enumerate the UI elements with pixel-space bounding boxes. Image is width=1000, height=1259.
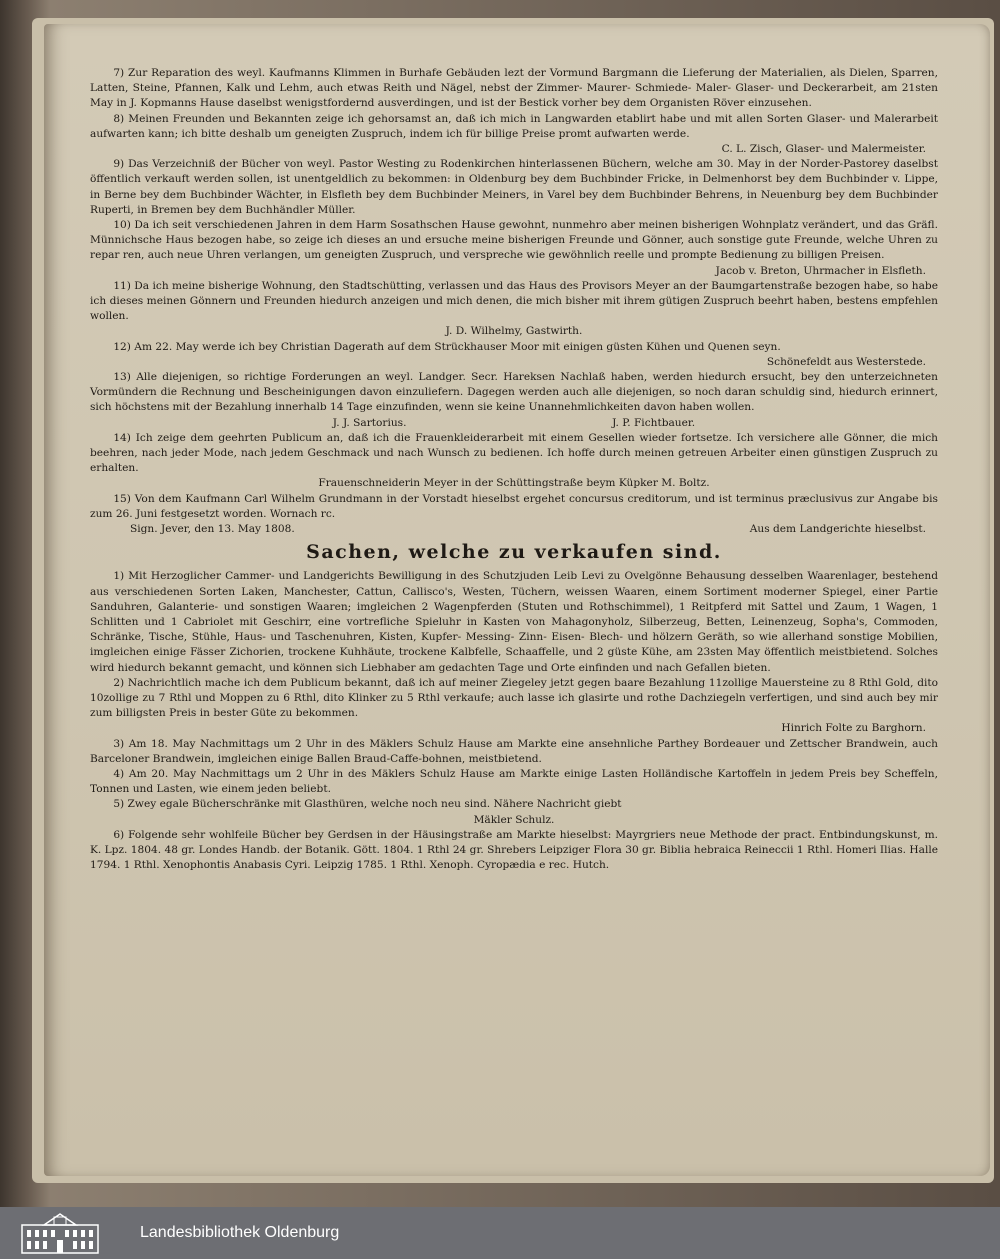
- notice-13: 13) Alle diejenigen, so richtige Forderungen an weyl. Landger. Secr. Hareksen Nachlaß haben, werden hiedurch ersucht, bey den unterzeichneten Vormündern die Rechnung und Bescheinigungen davon einzuliefern. Dagegen werden auch alle diejenigen, so noch daran schuldig sind, hiedurch erinnert, sich höchstens mit der Bezahlung innerhalb 14 Tage einzufinden, wenn sie keine Unannehmlichkeiten davon haben wollen.: [90, 371, 938, 414]
- notice-7: 7) Zur Reparation des weyl. Kaufmanns Klimmen in Burhafe Gebäuden lezt der Vormund Bargmann die Lieferung der Materialien, als Dielen, Sparren, Latten, Steine, Pfannen, Kalk und Lehm, auch etwas Reith und Nägel, nebst der Zimmer- Maurer- Schmiede- Maler- Glaser- und Deckerarbeit, am 21sten May in J. Kopmanns Hause daselbst wenigstfordernd ausverdingen, und ist der Bestick vorher bey dem Organisten Röver einzusehen.: [90, 67, 938, 110]
- sale-item-6: 6) Folgende sehr wohlfeile Bücher bey Gerdsen in der Häusingstraße am Markte hieselbst: Mayrgriers neue Methode der pract. Entbindungskunst, m. K. Lpz. 1804. 48 gr. Londes Handb. der Botanik. Gött. 1804. 1 Rthl 24 gr. Shrebers Leipziger Flora 30 gr. Biblia hebraica Reineccii 1 Rthl. Homeri Ilias. Halle 1794. 1 Rthl. Xenophontis Anabasis Cyri. Leipzig 1785. 1 Rthl. Xenoph. Cyropædia e rec. Hutch.: [90, 828, 938, 872]
- notice-11-signature: J. D. Wilhelmy, Gastwirth.: [445, 325, 583, 338]
- notice-12-signature: Schönefeldt aus Westerstede.: [766, 355, 926, 368]
- library-name: Landesbibliothek Oldenburg: [140, 1224, 340, 1241]
- notice-15-signatures: [90, 522, 938, 537]
- notice-15-date: Sign. Jever, den 13. May 1808.: [130, 523, 295, 536]
- notice-15-court: Aus dem Landgerichte hieselbst.: [749, 523, 926, 536]
- notice-13-signature-a: J. J. Sartorius.: [332, 416, 407, 429]
- notice-13-signature-b: J. P. Fichtbauer.: [612, 416, 696, 429]
- page-text: [90, 66, 938, 873]
- sale-item-3: 3) Am 18. May Nachmittags um 2 Uhr in des Mäklers Schulz Hause am Markte eine ansehnliche Parthey Bordeauer und Zettscher Brandwein, auch Barceloner Brandwein, imgleichen einige Ballen Braud-Caffe-bohnen, meistbietend.: [90, 737, 938, 765]
- sale-item-5: 5) Zwey egale Bücherschränke mit Glasthüren, welche noch neu sind. Nähere Nachricht giebt: [113, 798, 622, 811]
- footer-bar: [0, 1207, 1000, 1259]
- sale-item-1: 1) Mit Herzoglicher Cammer- und Landgerichts Bewilligung in des Schutzjuden Leib Levi zu Ovelgönne Behausung desselben Waarenlager, bestehend aus verschiedenen Sorten Laken, Manchester, Cattun, Callisco's, Westen, Tüchern, weissen Waaren, einem Sortiment moderner Spiegel, einer Partie Sanduhren, Galanterie- und sonstigen Waaren; imgleichen 2 Wagenpferden (Stuten und Rothschimmel), 1 Reitpferd mit Sattel und Zaum, 1 Wagen, 1 Schlitten und 1 Cabriolet mit Geschirr, eine vortrefliche Spieluhr in Kasten von Mahagonyholz, Silberzeug, Betten, Leinenzeug, Sopha's, Commoden, Schränke, Tische, Stühle, Haus- und Taschenuhren, Kisten, Kupfer- Messing- Zinn- Eisen- Blech- und hölzern Geräth, so wie allerhand sonstige Mobilien, imgleichen einige Fässer Zichorien, trockene Kuhhäute, trockene Kalbfelle, Schaaffelle, und 2 güste Kühe, am 23sten May öffentlich meistbietend. Solches wird hiedurch bekannt gemacht, und können sich Liebhaber am gedachten Tage und Orte einfinden und nach Gefallen bieten.: [90, 570, 938, 674]
- notice-12: 12) Am 22. May werde ich bey Christian Dagerath auf dem Strückhauser Moor mit einigen güsten Kühen und Quenen seyn.: [113, 340, 781, 353]
- sale-item-4: 4) Am 20. May Nachmittags um 2 Uhr in des Mäklers Schulz Hause am Markte einige Lasten Holländische Kartoffeln in jedem Preis bey Scheffeln, Tonnen und Lasten, wie einem jeden beliebt.: [90, 767, 938, 796]
- notice-11: 11) Da ich meine bisherige Wohnung, den Stadtschütting, verlassen und das Haus des Provisors Meyer an der Baumgartenstraße bezogen habe, so habe ich dieses meinen Gönnern und Freunden hiedurch anzeigen und mich denen, die mich bisher mit ihrem gütigen Zuspruch beehrt haben, bestens empfehlen wollen.: [90, 279, 938, 323]
- notice-15: 15) Von dem Kaufmann Carl Wilhelm Grundmann in der Vorstadt hieselbst ergehet concursus creditorum, und ist terminus præclusivus zur Angabe bis zum 26. Juni festgesetzt worden. Wornach rc.: [90, 492, 938, 520]
- notice-9: 9) Das Verzeichniß der Bücher von weyl. Pastor Westing zu Rodenkirchen hinterlassenen Büchern, welche am 30. May in der Norder-Pastorey daselbst öffentlich verkauft werden sollen, ist unentgeldlich zu bekommen: in Oldenburg bey dem Buchbinder Fricke, in Delmenhorst bey dem Buchbinder v. Lippe, in Berne bey dem Buchbinder Wächter, in Elsfleth bey dem Buchbinder Meiners, in Varel bey dem Buchbinder Behrens, in Neuenburg bey dem Buchbinder Ruperti, in Bremen bey dem Buchhändler Müller.: [90, 158, 938, 216]
- notice-14-signature: Frauenschneiderin Meyer in der Schüttingstraße beym Küpker M. Boltz.: [318, 477, 710, 490]
- notice-13-signatures: [90, 416, 938, 431]
- sale-item-5-signature: Mäkler Schulz.: [473, 813, 555, 826]
- library-building-icon: [20, 1211, 100, 1255]
- notice-8: 8) Meinen Freunden und Bekannten zeige ich gehorsamst an, daß ich mich in Langwarden etablirt habe und mit allen Sorten Glaser- und Malerarbeit aufwarten kann; ich bitte deshalb um geneigten Zuspruch, indem ich für billige Preise promt aufwarten werde.: [90, 112, 938, 140]
- notice-10: 10) Da ich seit verschiedenen Jahren in dem Harm Sosathschen Hause gewohnt, nunmehro aber meinen bisherigen Wohnplatz verändert, und das Gräfl. Münnichsche Haus bezogen habe, so zeige ich dieses an und ersuche meine bisherigen Freunde und Gönner, auch sonstige gute Freunde, welche Uhren zu repar ren, auch neue Uhren verlangen, um geneigten Zuspruch, und verspreche wie gewöhnlich reelle und prompte Bedienung zu billigen Preisen.: [90, 219, 938, 262]
- notice-8-signature: C. L. Zisch, Glaser- und Malermeister.: [721, 143, 926, 156]
- notice-10-signature: Jacob v. Breton, Uhrmacher in Elsfleth.: [715, 264, 926, 277]
- notice-14: 14) Ich zeige dem geehrten Publicum an, daß ich die Frauenkleiderarbeit mit einem Gesellen wieder fortsetze. Ich versichere alle Gönner, die mich beehren, nach jeder Mode, nach jedem Geschmack und nach Wunsch zu bedienen. Ich hoffe durch meinen getreuen Arbeiter einen günstigen Zuspruch zu erhalten.: [90, 431, 938, 475]
- sale-item-2: 2) Nachrichtlich mache ich dem Publicum bekannt, daß ich auf meiner Ziegeley jetzt gegen baare Bezahlung 11zollige Mauersteine zu 8 Rthl Gold, dito 10zollige zu 7 Rthl und Moppen zu 6 Rthl, dito Klinker zu 5 Rthl verkaufe; auch lasse ich glasirte und rothe Dachziegeln verfertigen, und sind auch bey mir zum billigsten Preis in bester Güte zu bekommen.: [90, 676, 938, 720]
- sale-item-2-signature: Hinrich Folte zu Barghorn.: [781, 722, 926, 735]
- section-heading: Sachen, welche zu verkaufen sind.: [306, 541, 722, 564]
